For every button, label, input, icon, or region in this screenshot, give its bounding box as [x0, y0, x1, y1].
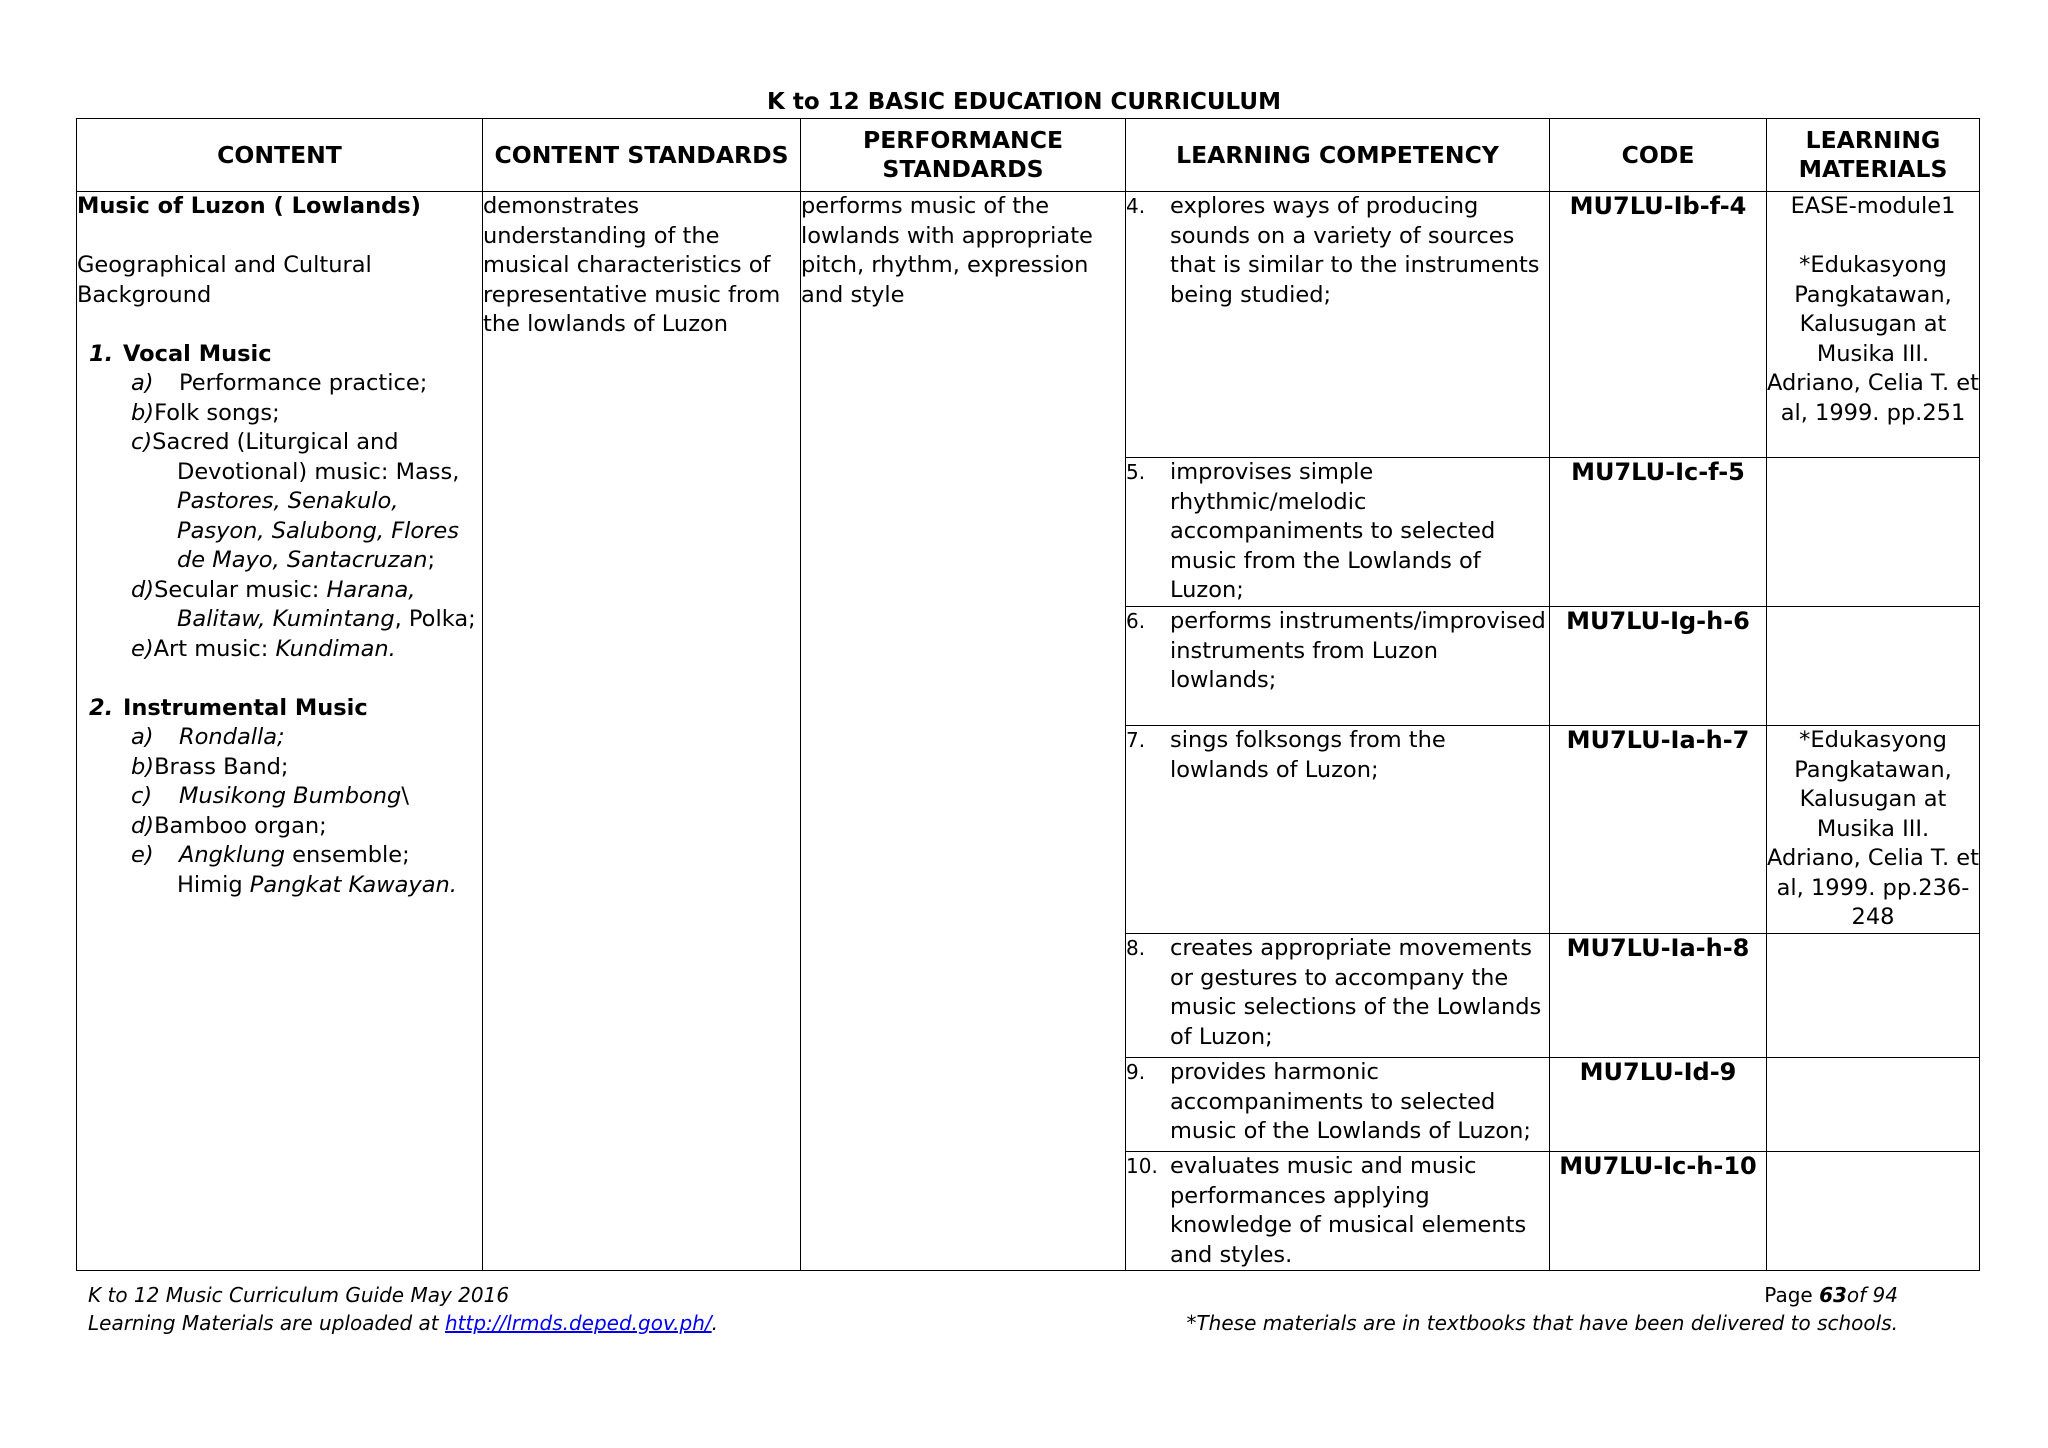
vocal-item-c-cont-3: Pasyon, Salubong, Flores: [177, 517, 459, 544]
content-heading: Music of Luzon ( Lowlands): [77, 193, 421, 219]
header-learning-materials: LEARNING MATERIALS: [1767, 119, 1980, 192]
footer-left: [88, 1281, 718, 1337]
competency-number: 8.: [1126, 936, 1146, 960]
competency-text: explores ways of producing sounds on a variety of sources that is similar to the instruments being studied;: [1170, 193, 1540, 308]
code-cell: MU7LU-Ic-h-10: [1550, 1152, 1767, 1271]
performance-standard-line-3: pitch, rhythm, expression: [801, 252, 1089, 278]
vocal-item-d-cont: Balitaw, Kumintang, Polka;: [177, 606, 476, 632]
competency-cell: [1126, 1152, 1550, 1271]
vocal-item-c: c)Sacred (Liturgical and: [131, 429, 399, 455]
instrumental-item-b: b)Brass Band;: [131, 753, 289, 780]
instrumental-item-c: c) Musikong Bumbong\: [131, 783, 409, 809]
materials-line-1: EASE-module1: [1790, 193, 1956, 219]
header-content: CONTENT: [77, 119, 483, 192]
performance-standard-line-1: performs music of the: [801, 193, 1050, 219]
instrumental-item-e: e) Angklung ensemble;: [131, 842, 410, 868]
materials-cell: [1767, 458, 1980, 607]
header-code: CODE: [1550, 119, 1767, 192]
table-row: [77, 192, 1980, 458]
code-cell: MU7LU-Id-9: [1550, 1058, 1767, 1152]
materials-cell: [1767, 726, 1980, 934]
header-content-standards: CONTENT STANDARDS: [483, 119, 801, 192]
header-performance-standards: PERFORMANCE STANDARDS: [801, 119, 1126, 192]
content-standard-line-5: the lowlands of Luzon: [483, 311, 729, 337]
instrumental-item-a: a) Rondalla;: [131, 724, 285, 750]
background-line-2: Background: [77, 281, 212, 308]
code-cell: MU7LU-Ic-f-5: [1550, 458, 1767, 607]
code-cell: MU7LU-Ia-h-7: [1550, 726, 1767, 934]
competency-text: performs instruments/improvised instruments from Luzon lowlands;: [1170, 608, 1546, 693]
page-number: Page 63of 94: [1764, 1283, 1898, 1307]
materials-cell: [1767, 1058, 1980, 1152]
footer-guide: K to 12 Music Curriculum Guide May 2016: [88, 1283, 510, 1307]
header-learning-competency: LEARNING COMPETENCY: [1126, 119, 1550, 192]
vocal-item-e: e)Art music: Kundiman.: [131, 635, 396, 662]
performance-standard-line-4: and style: [801, 281, 905, 308]
competency-text: evaluates music and music performances applying knowledge of musical elements and styles.: [1170, 1153, 1527, 1268]
document-title: K to 12 BASIC EDUCATION CURRICULUM: [767, 89, 1281, 115]
competency-cell: [1126, 1058, 1550, 1152]
competency-number: 7.: [1126, 728, 1146, 752]
materials-cell: [1767, 1152, 1980, 1271]
competency-text: improvises simple rhythmic/melodic accompaniments to selected music from the Lowlands of Luzon;: [1170, 459, 1496, 603]
competency-number: 5.: [1126, 460, 1146, 484]
instrumental-item-d: d)Bamboo organ;: [131, 812, 327, 839]
competency-number: 9.: [1126, 1060, 1146, 1084]
vocal-item-c-cont-1: Devotional) music: Mass,: [177, 458, 460, 485]
competency-number: 4.: [1126, 194, 1146, 218]
competency-cell: [1126, 192, 1550, 458]
instrumental-item-e-cont: Himig Pangkat Kawayan.: [177, 871, 457, 898]
materials-cell: [1767, 607, 1980, 726]
vocal-music-title: 1. Vocal Music: [89, 340, 272, 367]
performance-standard-line-2: lowlands with appropriate: [801, 222, 1093, 249]
footer-right: [1186, 1281, 1898, 1337]
materials-cell: [1767, 934, 1980, 1058]
competency-text: creates appropriate movements or gestures to accompany the music selections of the Lowlands of Luzon;: [1170, 935, 1542, 1050]
code-cell: MU7LU-Ia-h-8: [1550, 934, 1767, 1058]
content-standard-line-3: musical characteristics of: [483, 252, 771, 278]
background-line-1: Geographical and Cultural: [77, 252, 372, 278]
competency-cell: [1126, 726, 1550, 934]
materials-line-2: *Edukasyong Pangkatawan, Kalusugan at Musika III. Adriano, Celia T. et al, 1999. pp.251: [1767, 252, 1979, 426]
instrumental-music-title: 2. Instrumental Music: [89, 694, 368, 721]
materials-cell: [1767, 192, 1980, 458]
competency-text: provides harmonic accompaniments to selected music of the Lowlands of Luzon;: [1170, 1059, 1532, 1144]
vocal-item-d: d)Secular music: Harana,: [131, 576, 416, 603]
vocal-item-a: a) Performance practice;: [131, 370, 428, 396]
materials-line-1: *Edukasyong Pangkatawan, Kalusugan at Musika III. Adriano, Celia T. et al, 1999. pp.236-248: [1767, 727, 1979, 930]
competency-cell: [1126, 607, 1550, 726]
content-standard-line-2: understanding of the: [483, 222, 720, 249]
competency-cell: [1126, 458, 1550, 607]
footer-uploaded: Learning Materials are uploaded at http://lrmds.deped.gov.ph/.: [88, 1311, 719, 1335]
vocal-item-c-cont-4: de Mayo, Santacruzan;: [177, 547, 436, 573]
performance-standard-cell: [801, 192, 1126, 1271]
competency-number: 6.: [1126, 609, 1146, 633]
lrmds-link[interactable]: http://lrmds.deped.gov.ph/: [444, 1311, 712, 1335]
competency-cell: [1126, 934, 1550, 1058]
vocal-item-c-cont-2: Pastores, Senakulo,: [177, 488, 399, 514]
curriculum-table: [76, 118, 1980, 1271]
competency-number: 10.: [1126, 1154, 1158, 1178]
vocal-item-b: b)Folk songs;: [131, 399, 280, 426]
code-cell: MU7LU-Ib-f-4: [1550, 192, 1767, 458]
content-standard-line-4: representative music from: [483, 281, 781, 308]
code-cell: MU7LU-Ig-h-6: [1550, 607, 1767, 726]
footer-note: *These materials are in textbooks that have been delivered to schools.: [1186, 1311, 1898, 1335]
competency-text: sings folksongs from the lowlands of Luzon;: [1170, 727, 1446, 783]
content-standard-cell: [483, 192, 801, 1271]
content-standard-line-1: demonstrates: [483, 193, 640, 219]
content-cell: [77, 192, 483, 1271]
header-row: [77, 119, 1980, 192]
